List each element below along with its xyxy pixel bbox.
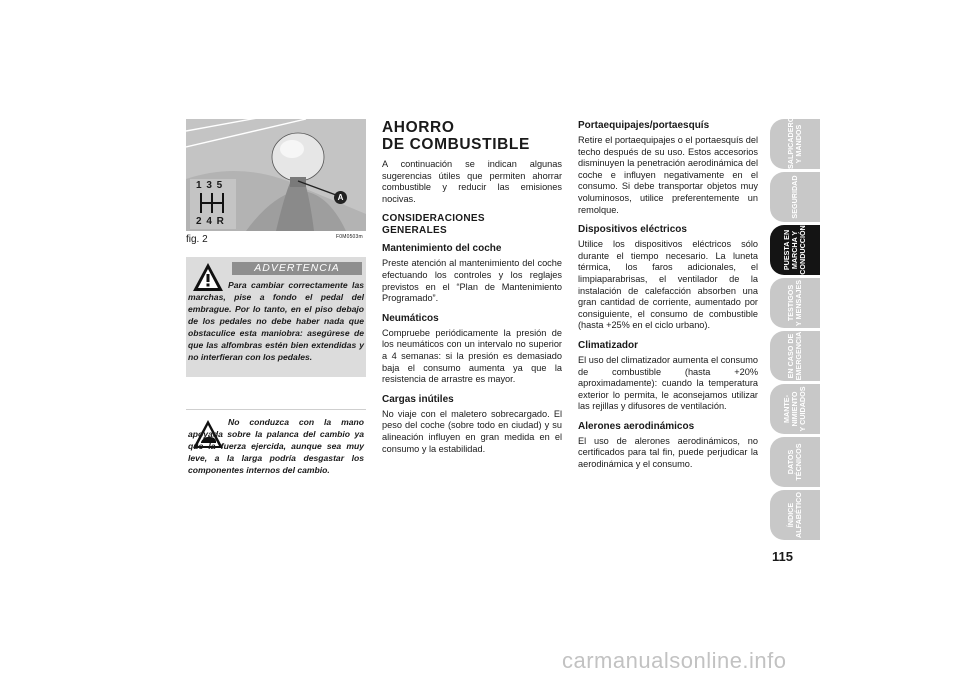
paragraph: El uso del climatizador aumenta el consumo de combustible (hasta +20% aproximadamente): cuando la temperatura exterior lo permita, le aconsejamos utilizar las rejillas y difusores de ventilación.	[578, 354, 758, 412]
warning-title: ADVERTENCIA	[232, 262, 362, 275]
tab-seguridad[interactable]	[770, 172, 820, 222]
warning-text: Para cambiar correctamente las marchas, pise a fondo el pedal del embrague. Por lo tanto, en el piso debajo de los pedales no debe haber nada que obstaculice esta maniobra: asegúrese de que las alfombras estén bien extendidas y no interfieran con los pedales.	[188, 280, 364, 362]
tab-label-line: EMERGENCIA	[794, 331, 803, 381]
paragraph: Utilice los dispositivos eléctricos sólo durante el tiempo necesario. La luneta térmica, los faros adicionales, el limpiaparabrisas, el ventilador de la instalación de calefacción absorben una gran cantidad de corriente, aumentado por consiguiente, el consumo de combustible (hasta +25% en el ciclo urbano).	[578, 239, 758, 331]
tab-label-line: NIMIENTO	[790, 391, 799, 427]
tab-label	[787, 278, 803, 328]
subheading: Climatizador	[578, 339, 639, 351]
middle-column	[382, 119, 562, 455]
tab-label	[783, 225, 807, 275]
tab-salpicadero[interactable]	[770, 116, 820, 169]
subheading: Alerones aerodinámicos	[578, 420, 695, 432]
tab-label-line: CONDUCCIÓN	[798, 225, 807, 275]
right-column	[578, 120, 758, 471]
note-divider	[186, 409, 366, 410]
subheading: Cargas inútiles	[382, 393, 454, 405]
paragraph: Retire el portaequipajes o el portaesquís del techo después de su uso. Estos accesorios disminuyen la penetración aerodinámica del coche e influyen negativamente en el consumo. Si debe transportar objetos muy voluminosos, utilice preferentemente un remolque.	[578, 135, 758, 215]
watermark: carmanualsonline.info	[562, 648, 787, 673]
subheading: Neumáticos	[382, 312, 439, 324]
subheading: Mantenimiento del coche	[382, 243, 502, 255]
tab-label-line: Y MENSAJES	[794, 279, 803, 327]
tab-emergencia[interactable]	[770, 331, 820, 381]
paragraph: El uso de alerones aerodinámicos, no certificados para tal fin, puede perjudicar la aerodinámica y el consumo.	[578, 435, 758, 470]
callout-a-label: A	[337, 193, 344, 202]
tab-label-line: Y MANDOS	[794, 124, 803, 164]
tab-datos-tecnicos[interactable]	[770, 437, 820, 487]
section-heading-line2: GENERALES	[382, 225, 447, 237]
tab-label-line: TESTIGOS	[786, 284, 795, 322]
section-heading	[382, 213, 562, 237]
page-title-line2: DE COMBUSTIBLE	[382, 136, 530, 153]
tab-indice[interactable]	[770, 490, 820, 540]
subheading: Portaequipajes/portaesquís	[578, 120, 710, 131]
tab-label-line: EN CASO DE	[786, 333, 795, 379]
tab-label-line: ALFABÉTICO	[794, 492, 803, 538]
page-title-line1: AHORRO	[382, 119, 455, 136]
tab-label	[787, 490, 803, 540]
gear-pattern-bottom: 2 4 R	[196, 216, 225, 227]
tab-label	[786, 116, 803, 169]
tab-label	[783, 384, 807, 434]
section-heading-line1: CONSIDERACIONES	[382, 213, 485, 225]
tab-mantenimiento[interactable]	[770, 384, 820, 434]
note-text: No conduzca con la mano apoyada sobre la palanca del cambio ya que la fuerza ejercida, aunque sea muy leve, a la larga podría desgastar los componentes internos del cambio.	[188, 417, 364, 475]
tab-label-line: SALPICADERO	[786, 116, 795, 169]
tab-label	[787, 437, 803, 487]
tab-label	[787, 331, 803, 381]
gear-pattern-top: 1 3 5	[196, 180, 224, 191]
tab-label-line: TÉCNICOS	[794, 443, 803, 481]
callout-a	[334, 191, 347, 204]
tab-testigos[interactable]	[770, 278, 820, 328]
paragraph: Compruebe periódicamente la presión de los neumáticos con un intervalo no superior a 4 semanas: si la presión es demasiado baja el consumo aumenta ya que la resistencia de arrastre es mayor.	[382, 327, 562, 385]
figure-code: F0M0503m	[336, 234, 363, 240]
tab-label	[791, 172, 799, 222]
tab-label-line: SEGURIDAD	[790, 175, 799, 219]
page-number: 115	[772, 549, 793, 564]
tab-label-line: PUESTA EN	[782, 229, 791, 271]
gear-shift-pattern-icon	[199, 193, 229, 215]
tab-label-line: DATOS	[786, 449, 795, 475]
tab-puesta-en-marcha[interactable]	[770, 225, 820, 275]
tab-label-line: MANTE-	[782, 395, 791, 423]
tab-label-line: ÍNDICE	[786, 502, 795, 528]
subheading: Dispositivos eléctricos	[578, 224, 687, 236]
paragraph: Preste atención al mantenimiento del coche efectuando los controles y los reglajes previstos en el “Plan de Mantenimiento Programado”.	[382, 258, 562, 304]
intro-text: A continuación se indican algunas sugerencias útiles que permiten ahorrar combustible y reducir las emisiones nocivas.	[382, 159, 562, 204]
paragraph: No viaje con el maletero sobrecargado. El peso del coche (sobre todo en ciudad) y su alineación influyen en gran medida en el consumo y la estabilidad.	[382, 408, 562, 454]
figure-caption: fig. 2	[186, 234, 208, 245]
page-title	[382, 119, 562, 153]
tab-label-line: MARCHA Y	[790, 230, 799, 270]
tab-label-line: Y CUIDADOS	[798, 386, 807, 432]
